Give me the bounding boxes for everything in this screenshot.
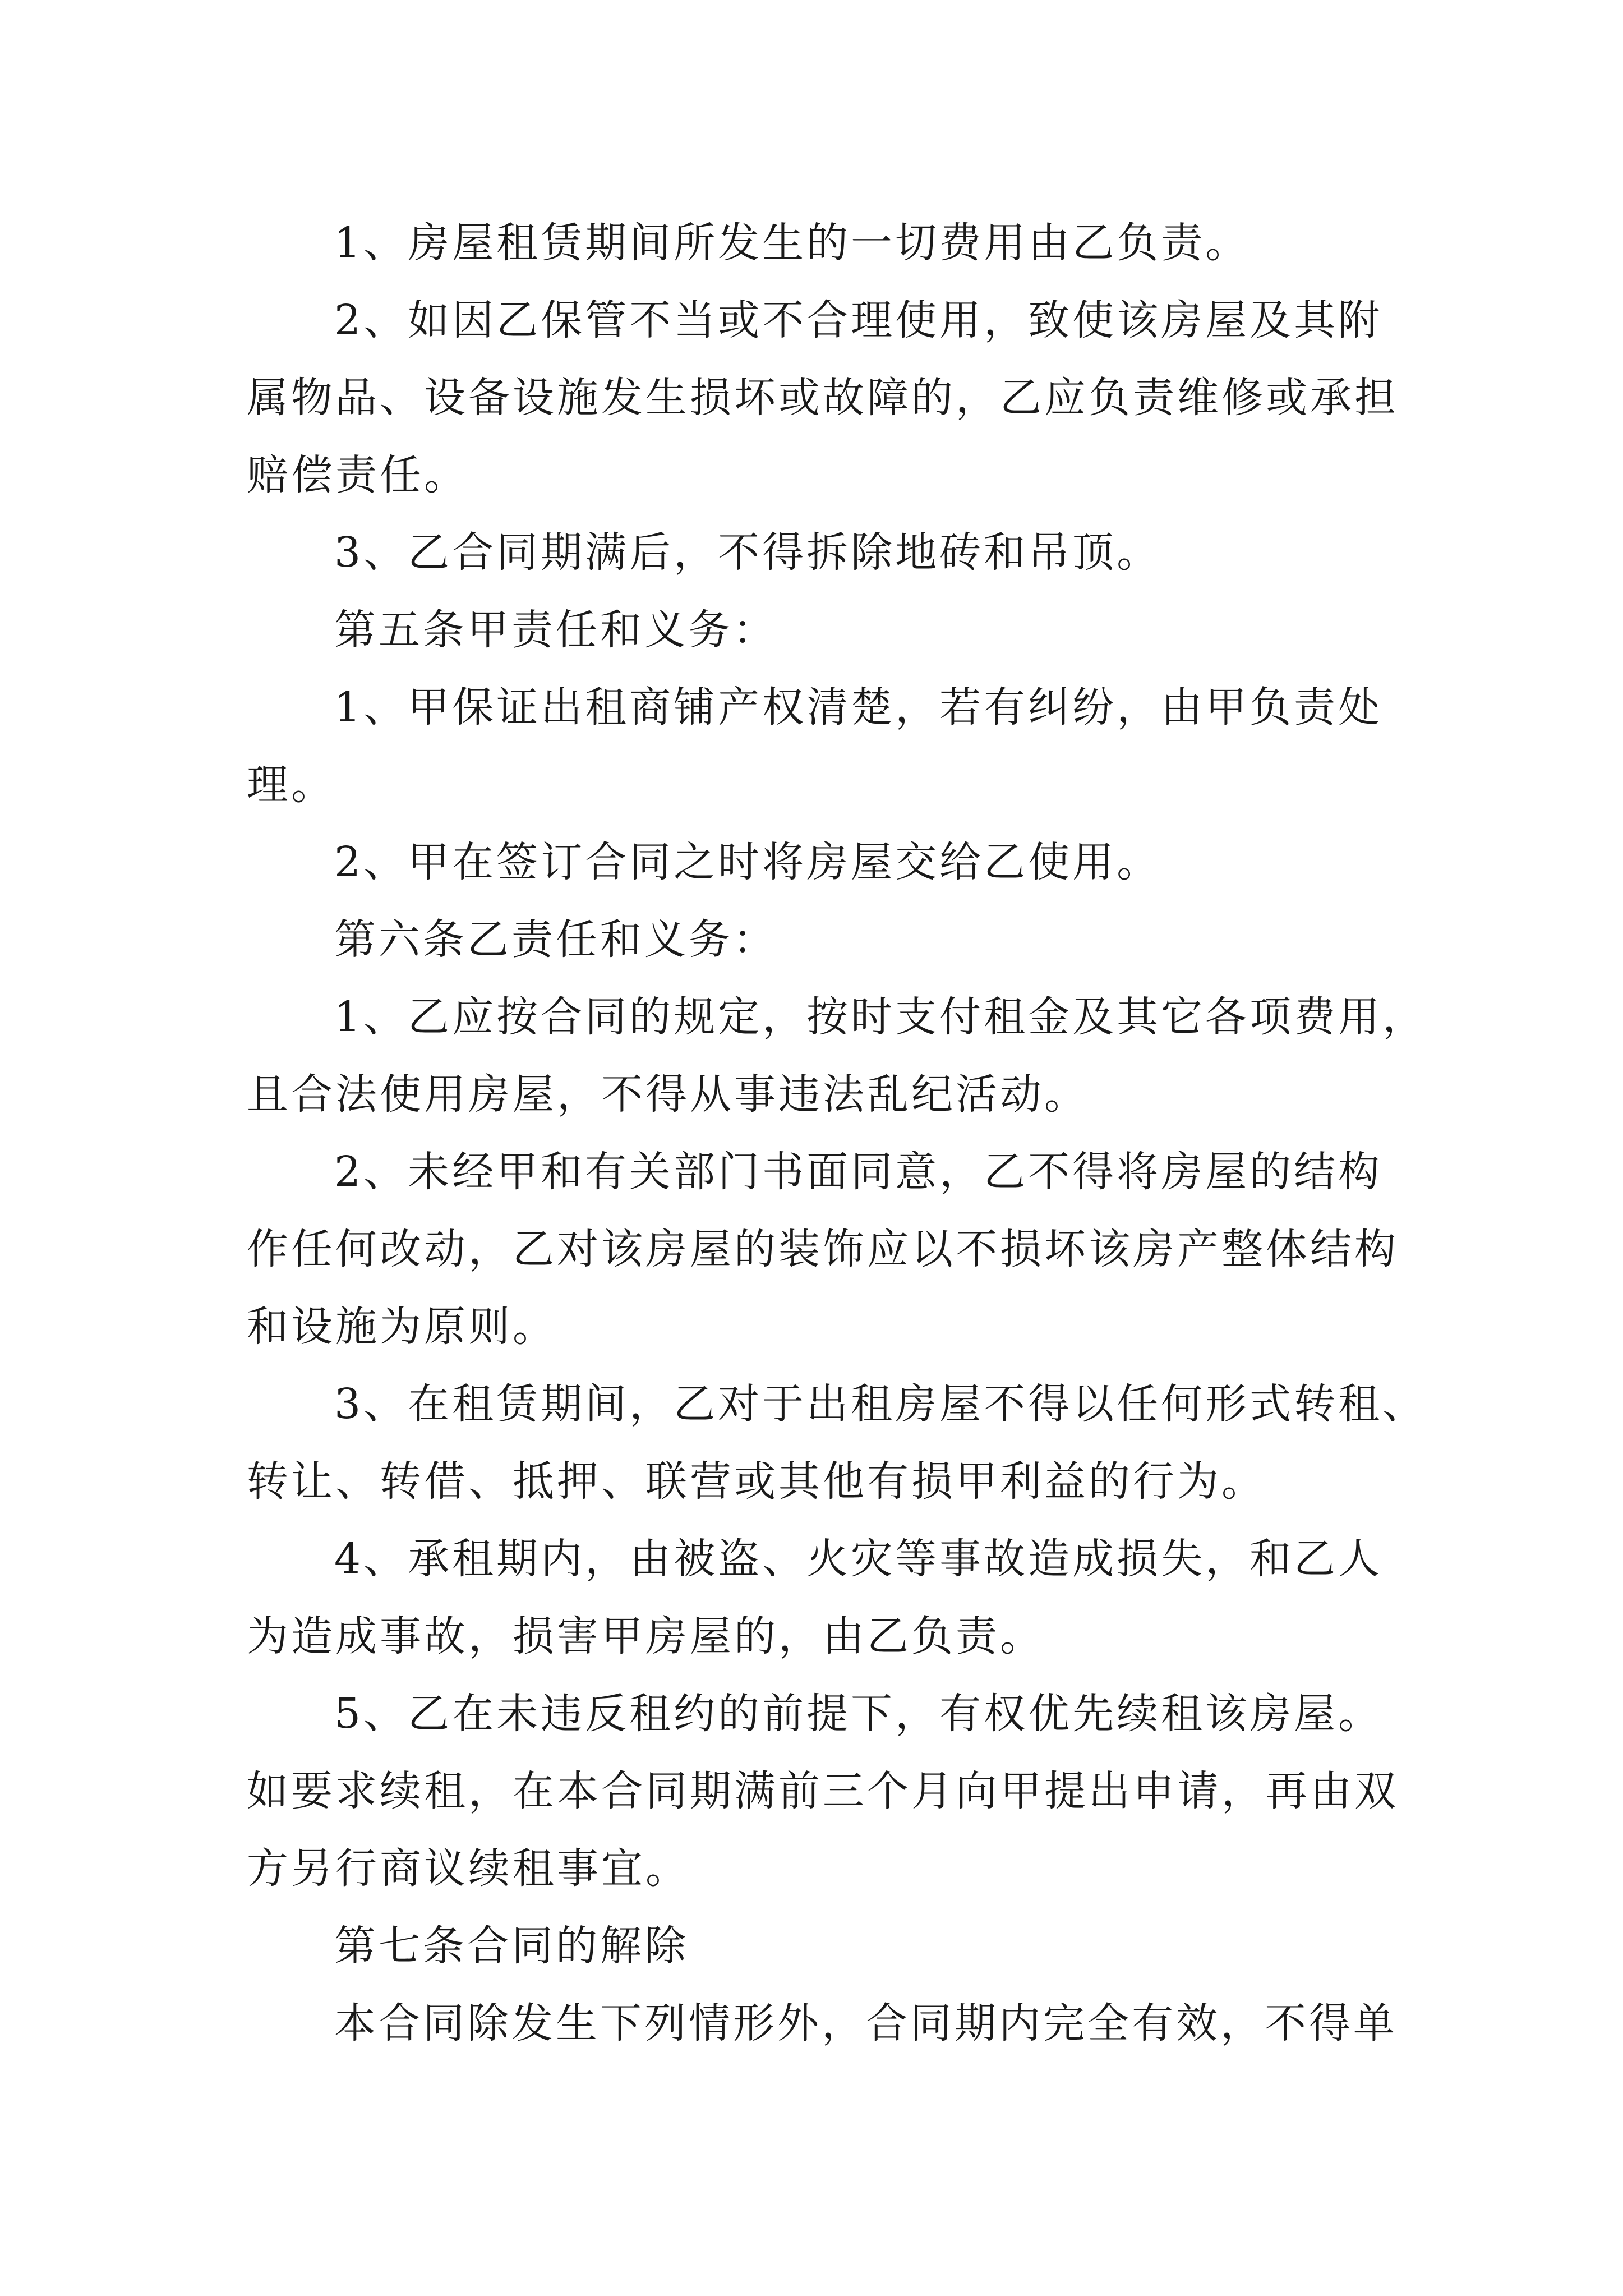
clause-6-item-2-line-3: 和设施为原则。 — [247, 1303, 557, 1351]
clause-5-heading: 第五条甲责任和义务： — [334, 606, 777, 654]
clause-6-item-1-line-1: 1、乙应按合同的规定，按时支付租金及其它各项费用， — [334, 993, 1427, 1041]
clause-6-item-5-line-3: 方另行商议续租事宜。 — [247, 1844, 690, 1893]
clause-6-item-1-line-2: 且合法使用房屋，不得从事违法乱纪活动。 — [247, 1070, 1089, 1119]
clause-4-item-2-line-1: 2、如因乙保管不当或不合理使用，致使该房屋及其附 — [334, 296, 1383, 344]
clause-5-item-2: 2、甲在签订合同之时将房屋交给乙使用。 — [334, 838, 1161, 886]
clause-5-item-1-line-1: 1、甲保证出租商铺产权清楚，若有纠纷，由甲负责处 — [334, 683, 1383, 731]
clause-6-item-4-line-1: 4、承租期内，由被盗、火灾等事故造成损失，和乙人 — [334, 1535, 1383, 1583]
clause-6-item-5-line-2: 如要求续租，在本合同期满前三个月向甲提出申请，再由双 — [247, 1767, 1399, 1815]
clause-6-item-2-line-2: 作任何改动，乙对该房屋的装饰应以不损坏该房产整体结构 — [247, 1225, 1399, 1273]
clause-5-item-1-line-2: 理。 — [247, 761, 335, 809]
clause-4-item-1: 1、房屋租赁期间所发生的一切费用由乙负责。 — [334, 219, 1250, 267]
clause-4-item-2-line-2: 属物品、设备设施发生损坏或故障的，乙应负责维修或承担 — [247, 374, 1399, 422]
clause-6-item-2-line-1: 2、未经甲和有关部门书面同意，乙不得将房屋的结构 — [334, 1148, 1383, 1196]
clause-6-item-3-line-1: 3、在租赁期间，乙对于出租房屋不得以任何形式转租、 — [334, 1380, 1427, 1428]
clause-7-heading: 第七条合同的解除 — [334, 1922, 689, 1970]
clause-7-body-line-1: 本合同除发生下列情形外，合同期内完全有效，不得单 — [334, 1999, 1398, 2047]
clause-6-item-5-line-1: 5、乙在未违反租约的前提下，有权优先续租该房屋。 — [334, 1690, 1383, 1738]
clause-4-item-3: 3、乙合同期满后，不得拆除地砖和吊顶。 — [334, 528, 1161, 577]
clause-6-item-4-line-2: 为造成事故，损害甲房屋的，由乙负责。 — [247, 1612, 1044, 1660]
clause-6-item-3-line-2: 转让、转借、抵押、联营或其他有损甲利益的行为。 — [247, 1457, 1266, 1506]
clause-4-item-2-line-3: 赔偿责任。 — [247, 451, 468, 499]
clause-6-heading: 第六条乙责任和义务： — [334, 915, 777, 964]
